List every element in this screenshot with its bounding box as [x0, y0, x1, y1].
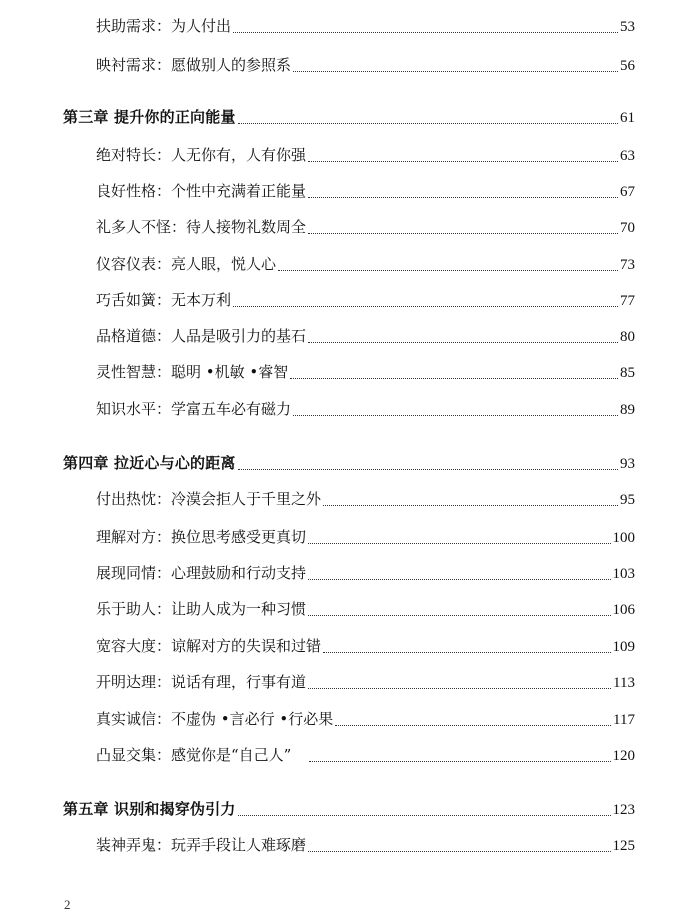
toc-page-number: 95: [620, 492, 635, 508]
toc-page-number: 85: [620, 365, 635, 381]
toc-page-number: 109: [612, 639, 635, 655]
toc-entry-title: 灵性智慧：聪明 •机敏 •睿智: [96, 363, 289, 381]
toc-entry[interactable]: [96, 670, 635, 694]
dot-leader: [233, 306, 618, 307]
dot-leader: [293, 415, 618, 416]
footer-page-number: 2: [64, 897, 71, 912]
toc-entry[interactable]: [96, 397, 635, 421]
toc-chapter-title: 第三章 提升你的正向能量: [63, 108, 236, 126]
toc-entry-title: 凸显交集：感觉你是“自己人”: [96, 746, 292, 764]
toc-entry-title: 良好性格：个性中充满着正能量: [96, 182, 307, 200]
dot-leader: [308, 615, 610, 616]
toc-entry-title: 展现同情：心理鼓励和行动支持: [96, 564, 307, 582]
toc-entry-title: 扶助需求：为人付出: [96, 17, 232, 35]
toc-entry[interactable]: [96, 324, 635, 348]
dot-leader: [278, 270, 618, 271]
toc-entry[interactable]: [96, 360, 635, 384]
toc-page-number: 89: [620, 402, 635, 418]
toc-entry[interactable]: [96, 53, 635, 77]
toc-page-number: 125: [612, 838, 635, 854]
dot-leader: [233, 32, 618, 33]
dot-leader: [308, 851, 610, 852]
dot-leader: [335, 725, 611, 726]
toc-page-number: 120: [612, 748, 635, 764]
dot-leader: [308, 161, 618, 162]
toc-page-number: 103: [612, 566, 635, 582]
toc-chapter[interactable]: [63, 105, 635, 129]
dot-leader: [308, 197, 618, 198]
toc-page-number: 70: [620, 220, 635, 236]
toc-page-number: 113: [613, 675, 635, 691]
dot-leader: [238, 469, 618, 470]
toc-entry[interactable]: [96, 252, 635, 276]
toc-page-number: 67: [620, 184, 635, 200]
dot-leader: [309, 761, 610, 762]
toc-entry-title: 绝对特长：人无你有，人有你强: [96, 146, 307, 164]
dot-leader: [238, 123, 618, 124]
dot-leader: [308, 233, 618, 234]
toc-page-number: 117: [613, 712, 635, 728]
dot-leader: [308, 543, 610, 544]
toc-entry[interactable]: [96, 179, 635, 203]
toc-entry[interactable]: [96, 143, 635, 167]
toc-entry[interactable]: [96, 833, 635, 857]
toc-entry[interactable]: [96, 707, 635, 731]
toc-entry-title: 乐于助人：让助人成为一种习惯: [96, 600, 307, 618]
dot-leader: [290, 378, 618, 379]
toc-page-number: 106: [612, 602, 635, 618]
toc-entry[interactable]: [96, 597, 635, 621]
toc-page-number: 80: [620, 329, 635, 345]
toc-entry-title: 巧舌如簧：无本万利: [96, 291, 232, 309]
toc-entry-title: 付出热忱：冷漠会拒人于千里之外: [96, 490, 322, 508]
toc-entry[interactable]: [96, 487, 635, 511]
toc-entry[interactable]: [96, 288, 635, 312]
toc-page-number: 93: [620, 456, 635, 472]
toc-entry-title: 礼多人不怪：待人接物礼数周全: [96, 218, 307, 236]
toc-page-number: 63: [620, 148, 635, 164]
toc-entry[interactable]: [96, 561, 635, 585]
dot-leader: [238, 815, 611, 816]
dot-leader: [293, 71, 618, 72]
dot-leader: [308, 342, 618, 343]
toc-entry-title: 装神弄鬼：玩弄手段让人难琢磨: [96, 836, 307, 854]
toc-chapter-title: 第四章 拉近心与心的距离: [63, 454, 236, 472]
toc-page-number: 53: [620, 19, 635, 35]
toc-entry-title: 品格道德：人品是吸引力的基石: [96, 327, 307, 345]
toc-page-number: 123: [612, 802, 635, 818]
dot-leader: [308, 579, 610, 580]
toc-page-number: 56: [620, 58, 635, 74]
toc-page-number: 61: [620, 110, 635, 126]
toc-entry[interactable]: [96, 215, 635, 239]
toc-chapter-title: 第五章 识别和揭穿伪引力: [63, 800, 236, 818]
toc-entry[interactable]: [96, 525, 635, 549]
toc-chapter[interactable]: [63, 451, 635, 475]
toc-entry-title: 知识水平：学富五车必有磁力: [96, 400, 292, 418]
dot-leader: [308, 688, 611, 689]
toc-entry-title: 映衬需求：愿做别人的参照系: [96, 56, 292, 74]
toc-page-number: 100: [612, 530, 635, 546]
toc-entry-title: 仪容仪表：亮人眼，悦人心: [96, 255, 277, 273]
toc-entry[interactable]: [96, 743, 635, 767]
toc-entry-title: 理解对方：换位思考感受更真切: [96, 528, 307, 546]
toc-entry-title: 宽容大度：谅解对方的失误和过错: [96, 637, 322, 655]
toc-entry-title: 真实诚信：不虚伪 •言必行 •行必果: [96, 710, 334, 728]
toc-page-number: 73: [620, 257, 635, 273]
dot-leader: [323, 505, 618, 506]
toc-chapter[interactable]: [63, 797, 635, 821]
toc-page-number: 77: [620, 293, 635, 309]
toc-entry-title: 开明达理：说话有理，行事有道: [96, 673, 307, 691]
toc-entry[interactable]: [96, 14, 635, 38]
toc-entry[interactable]: [96, 634, 635, 658]
dot-leader: [323, 652, 610, 653]
